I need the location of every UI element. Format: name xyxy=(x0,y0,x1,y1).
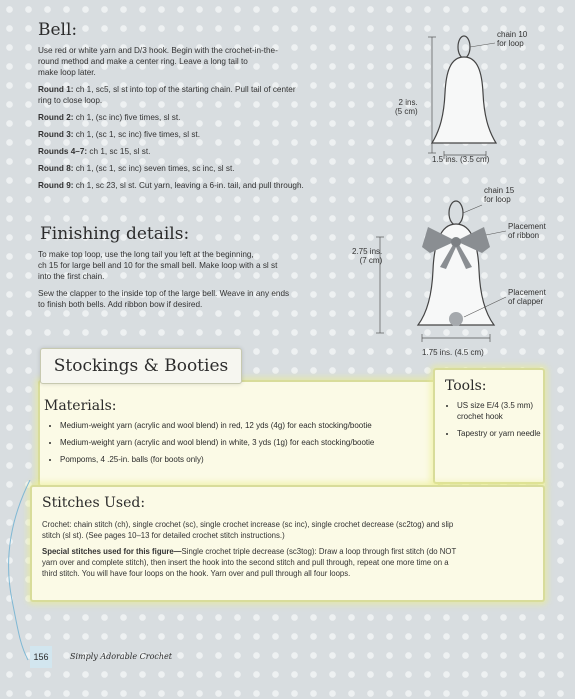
list-item: • Medium-weight yarn (acrylic and wool blend) in white, 3 yds (1g) for each stocking/bootie xyxy=(60,437,440,448)
round-9: Round 9: ch 1, sc 23, sl st. Cut yarn, leaving a 6-in. tail, and pull through. xyxy=(38,181,304,190)
list-item: • Pompoms, 4 .25-in. balls (for boots only) xyxy=(60,454,440,465)
chain-label: chain 10 for loop xyxy=(497,30,528,48)
list-item: • US size E/4 (3.5 mm) crochet hook xyxy=(457,400,543,422)
thread-decoration xyxy=(0,480,40,670)
bell-intro-line: round method and make a center ring. Leave a long tail to xyxy=(38,57,248,66)
round-1: Round 1: ch 1, sc5, sl st into top of the starting chain. Pull tail of center xyxy=(38,85,296,94)
bell-intro-line: make loop later. xyxy=(38,68,96,77)
chain-label: chain 15 for loop xyxy=(484,186,515,204)
section-banner: Stockings & Booties xyxy=(40,348,242,384)
small-bell-diagram xyxy=(420,25,570,175)
tools-box xyxy=(433,368,545,484)
book-title: Simply Adorable Crochet xyxy=(70,652,172,661)
round-8: Round 8: ch 1, (sc 1, sc inc) seven times, sc inc, sl st. xyxy=(38,164,235,173)
stitches-box xyxy=(30,485,545,602)
round-3: Round 3: ch 1, (sc 1, sc inc) five times, sl st. xyxy=(38,130,200,139)
stitches-heading: Stitches Used: xyxy=(42,495,146,511)
materials-box xyxy=(38,380,440,487)
materials-heading: Materials: xyxy=(44,398,117,414)
finishing-text: To make top loop, use the long tail you left at the beginning, ch 15 for large bell and 10 for the small bell. Make loop with a sl st into the first chain. Sew the clapper to the inside top of the large bell. Weave in any ends to finish both bells. Add ribbon bow if desired. xyxy=(38,250,290,309)
height-label: 2 ins. (5 cm) xyxy=(395,98,418,116)
round-2: Round 2: ch 1, (sc inc) five times, sl st. xyxy=(38,113,181,122)
width-label: 1.5 ins. (3.5 cm) xyxy=(432,155,490,164)
tools-heading: Tools: xyxy=(445,378,487,394)
tools-list xyxy=(443,400,543,445)
list-item: • Medium-weight yarn (acrylic and wool blend) in red, 12 yds (4g) for each stocking/bootie xyxy=(60,420,440,431)
large-bell-diagram xyxy=(370,195,520,355)
page-number: 156 xyxy=(30,646,52,668)
bell-intro-line: Use red or white yarn and D/3 hook. Begin with the crochet-in-the- xyxy=(38,46,278,55)
height-label: 2.75 ins. (7 cm) xyxy=(352,247,383,265)
clapper-label: Placement of clapper xyxy=(508,288,546,306)
bell-heading: Bell: xyxy=(38,20,78,40)
ribbon-label: Placement of ribbon xyxy=(508,222,546,240)
rounds-4-7: Rounds 4–7: ch 1, sc 15, sl st. xyxy=(38,147,151,156)
stitches-text: Crochet: chain stitch (ch), single crochet (sc), single crochet increase (sc inc), single crochet decrease (sc2tog) and slip stitch (sl st). (See pages 10–13 for detailed crochet stitch instructions.) Special stitches used for this figure—Single crochet triple decrease (sc3tog): Draw a loop through first stitch (do NOT yarn over and complete stitch), then insert the hook into the second stitch and pull through, repeat one more time on a third stitch. You will have four loops on the hook. Yarn over and pull through all four loops. xyxy=(42,520,457,578)
width-label: 1.75 ins. (4.5 cm) xyxy=(422,348,484,357)
list-item: • Tapestry or yarn needle xyxy=(457,428,543,439)
finishing-heading: Finishing details: xyxy=(40,224,190,244)
materials-list xyxy=(46,420,440,471)
round-1-cont: ring to close loop. xyxy=(38,96,103,105)
bell-instructions xyxy=(38,45,368,191)
